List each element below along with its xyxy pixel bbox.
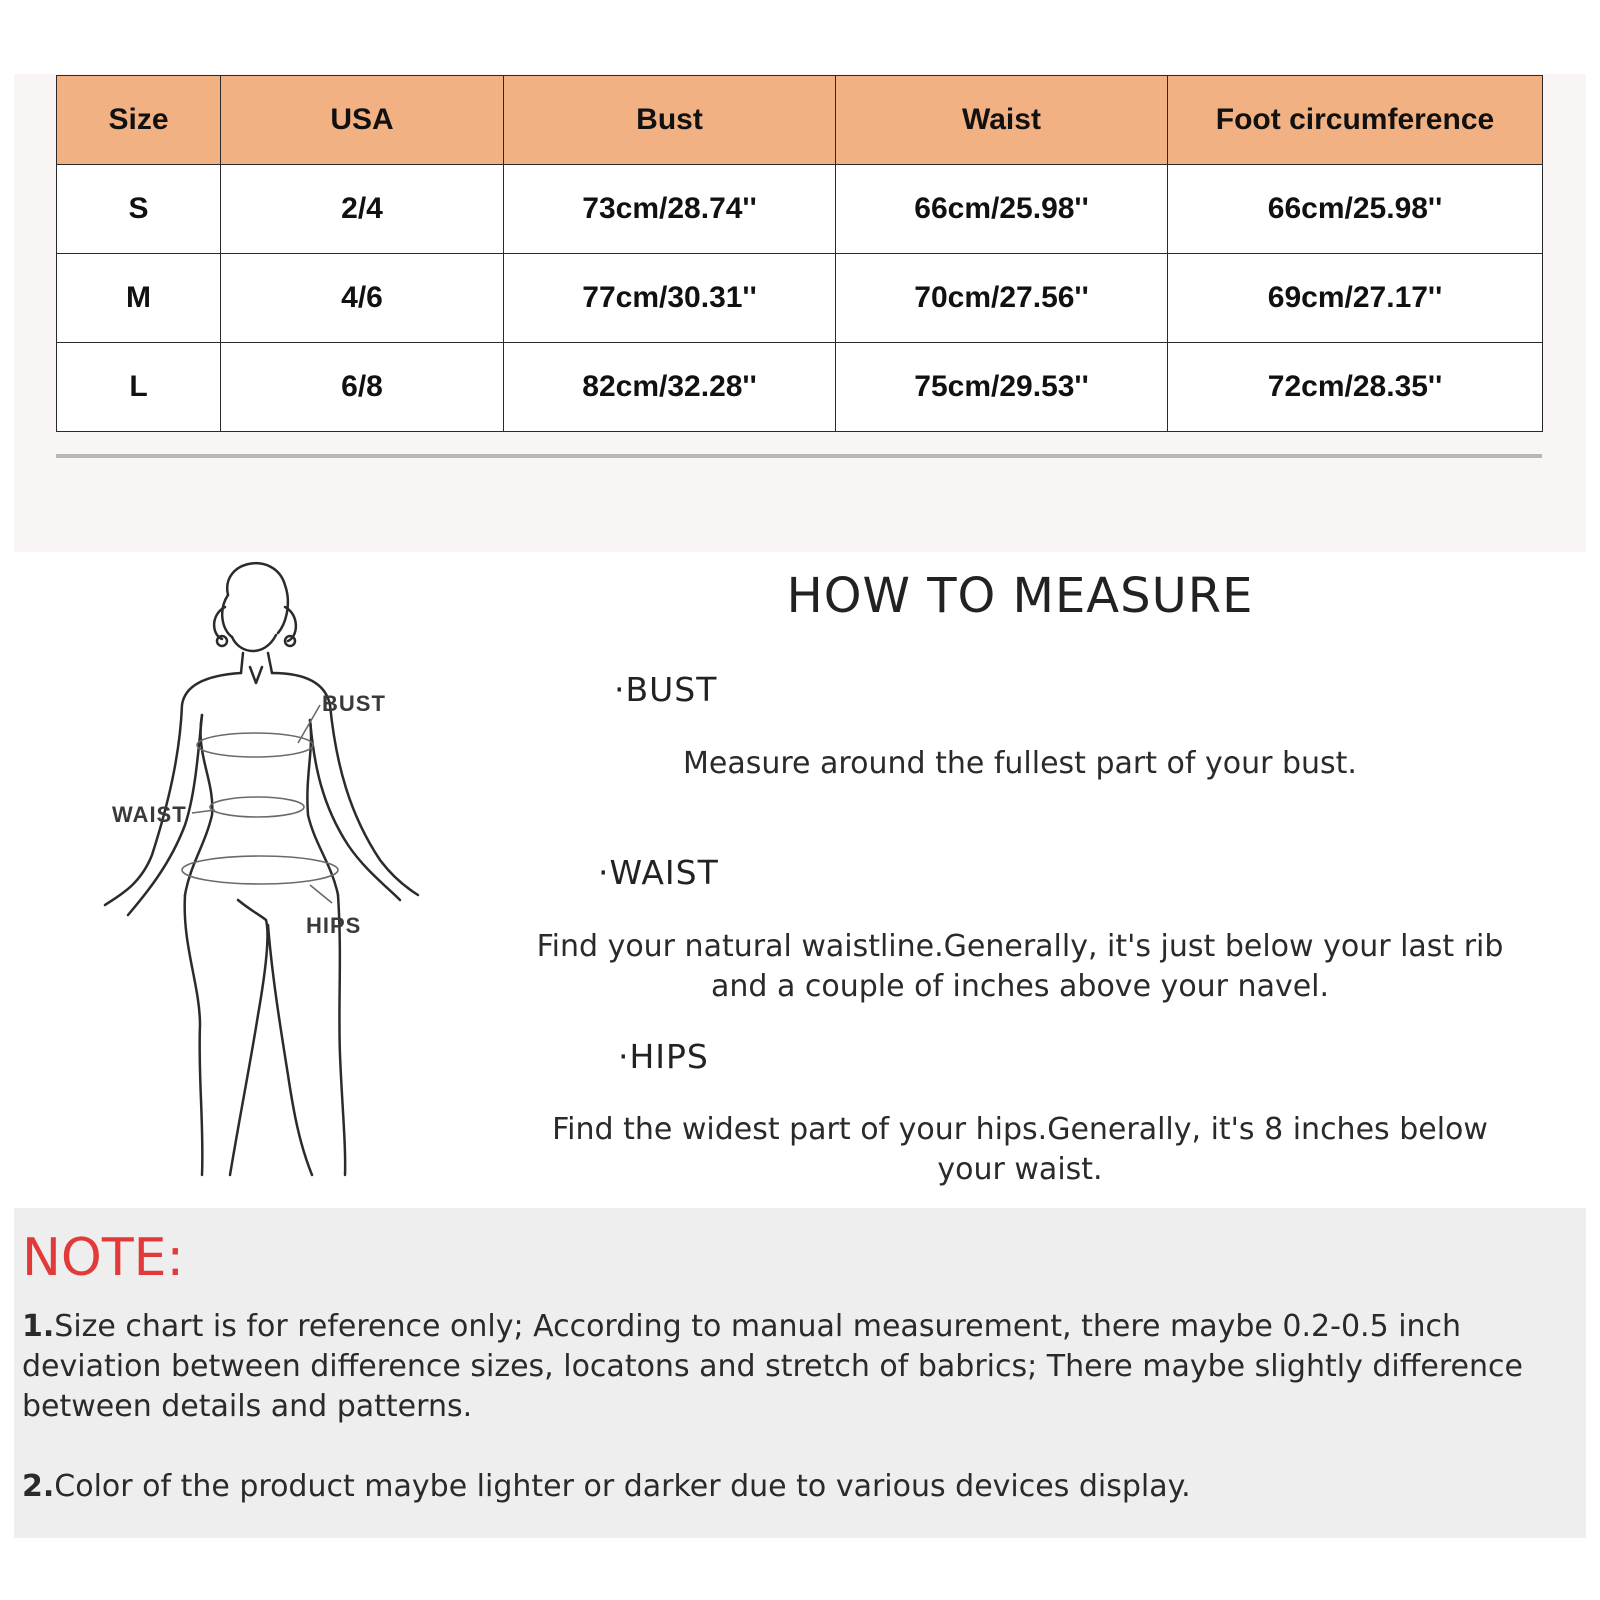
how-to-measure-title: HOW TO MEASURE	[786, 568, 1254, 624]
cell-waist: 66cm/25.98''	[836, 165, 1168, 254]
body-outline-illustration	[100, 555, 440, 1195]
note-item-2-line-1	[22, 1467, 1582, 1507]
cell-size: M	[57, 254, 221, 343]
header-bust: Bust	[504, 76, 836, 165]
waist-heading: ·WAIST	[598, 853, 719, 892]
hips-instruction-line-1: Find the widest part of your hips.Generally, it's 8 inches below	[552, 1112, 1488, 1147]
hips-instruction	[520, 1110, 1520, 1190]
header-usa: USA	[221, 76, 504, 165]
hips-instruction-line-2: your waist.	[937, 1152, 1103, 1187]
cell-bust: 73cm/28.74''	[504, 165, 836, 254]
note-item-2-text: Color of the product maybe lighter or darker due to various devices display.	[54, 1469, 1191, 1504]
cell-bust: 77cm/30.31''	[504, 254, 836, 343]
cell-usa: 2/4	[221, 165, 504, 254]
bust-instruction: Measure around the fullest part of your bust.	[683, 746, 1357, 781]
note-title: NOTE:	[22, 1228, 184, 1288]
note-item-2-number: 2.	[22, 1469, 55, 1504]
figure-label-bust: BUST	[322, 691, 386, 716]
size-chart-table	[56, 75, 1543, 432]
bust-heading: ·BUST	[614, 670, 718, 709]
note-item-1	[22, 1307, 1582, 1427]
note-item-1-line-3: between details and patterns.	[22, 1389, 473, 1424]
cell-waist: 70cm/27.56''	[836, 254, 1168, 343]
body-measurement-figure	[100, 555, 440, 1195]
figure-label-waist: WAIST	[112, 802, 187, 827]
cell-foot-circumference: 66cm/25.98''	[1168, 165, 1543, 254]
cell-size: L	[57, 343, 221, 432]
cell-waist: 75cm/29.53''	[836, 343, 1168, 432]
table-row	[57, 343, 1543, 432]
cell-size: S	[57, 165, 221, 254]
waist-instruction-line-1: Find your natural waistline.Generally, it's just below your last rib	[536, 929, 1504, 964]
hips-heading: ·HIPS	[618, 1037, 709, 1076]
figure-label-hips: HIPS	[306, 913, 362, 938]
note-item-1-number: 1.	[22, 1309, 55, 1344]
note-item-2	[22, 1467, 1582, 1507]
note-item-1-line-1	[22, 1307, 1582, 1347]
cell-usa: 4/6	[221, 254, 504, 343]
table-divider	[56, 454, 1542, 458]
cell-bust: 82cm/32.28''	[504, 343, 836, 432]
waist-instruction-line-2: and a couple of inches above your navel.	[710, 969, 1330, 1004]
header-size: Size	[57, 76, 221, 165]
cell-foot-circumference: 69cm/27.17''	[1168, 254, 1543, 343]
note-item-1-line-2: deviation between difference sizes, locatons and stretch of babrics; There maybe slightly difference	[22, 1349, 1523, 1384]
header-waist: Waist	[836, 76, 1168, 165]
table-header-row	[57, 76, 1543, 165]
cell-foot-circumference: 72cm/28.35''	[1168, 343, 1543, 432]
table-row	[57, 165, 1543, 254]
table-row	[57, 254, 1543, 343]
note-item-1-text: Size chart is for reference only; According to manual measurement, there maybe 0.2-0.5 inch	[54, 1309, 1462, 1344]
waist-instruction	[520, 927, 1520, 1007]
header-foot-circumference: Foot circumference	[1168, 76, 1543, 165]
cell-usa: 6/8	[221, 343, 504, 432]
